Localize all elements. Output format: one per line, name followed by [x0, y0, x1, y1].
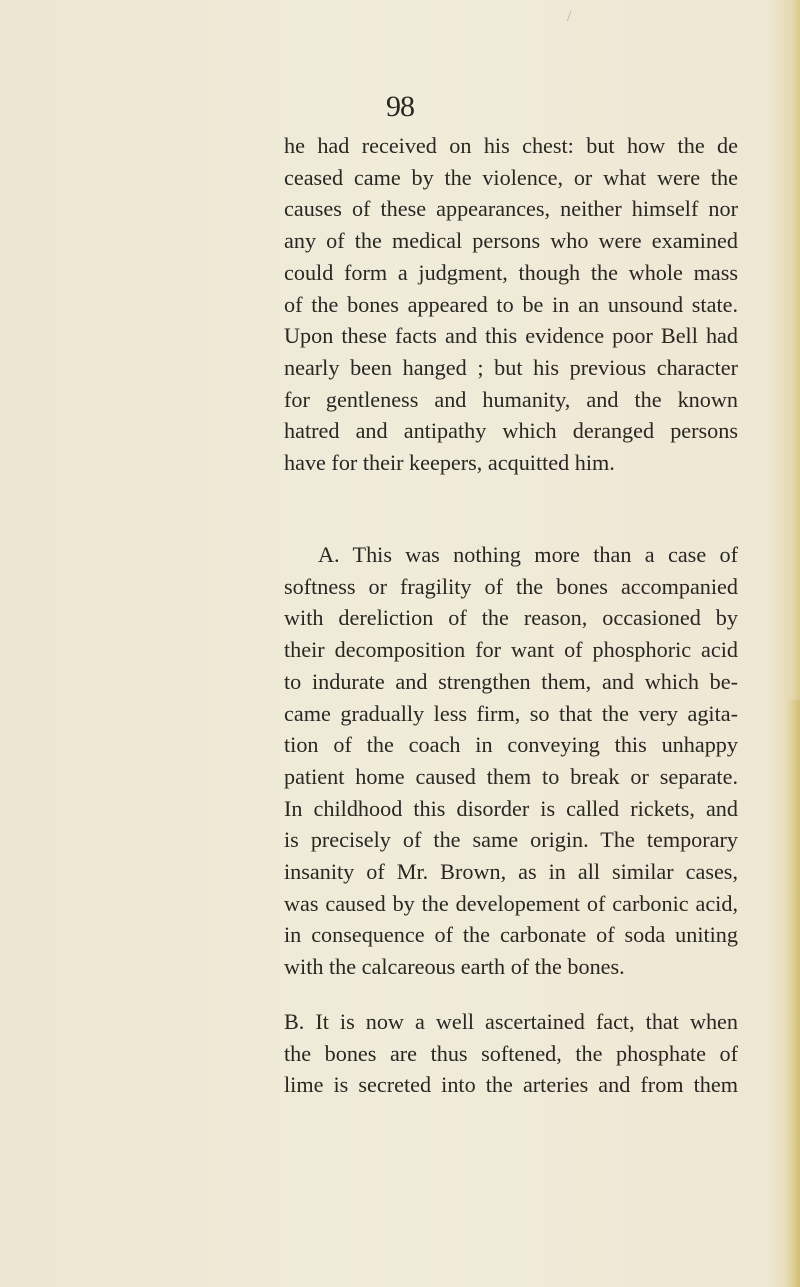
text-line: have for their keepers, acquitted him.: [284, 450, 615, 476]
text-line: to indurate and strengthen them, and which be-: [284, 668, 738, 694]
text-line: B. It is now a well ascertained fact, that when: [284, 1009, 738, 1034]
text-line: could form a judgment, though the whole mass: [284, 259, 738, 285]
text-line: tion of the coach in conveying this unhappy: [284, 732, 738, 758]
paragraph-2: [284, 539, 738, 983]
text-line: softness or fragility of the bones accompanied: [284, 573, 738, 599]
text-line: causes of these appearances, neither himself nor: [284, 196, 738, 222]
text-line: any of the medical persons who were examined: [284, 228, 738, 254]
text-line: hatred and antipathy which deranged persons: [284, 418, 738, 444]
text-line: Upon these facts and this evidence poor Bell had: [284, 323, 738, 349]
text-line: came gradually less firm, so that the very agita-: [284, 700, 738, 726]
text-line: is precisely of the same origin. The temporary: [284, 827, 738, 853]
text-line: of the bones appeared to be in an unsound state.: [284, 291, 738, 317]
text-line: with dereliction of the reason, occasioned by: [284, 605, 738, 631]
text-line: ceased came by the violence, or what were the: [284, 164, 738, 190]
text-line: was caused by the developement of carbonic acid,: [284, 890, 738, 916]
text-line: lime is secreted into the arteries and from them: [284, 1072, 738, 1098]
text-line: he had received on his chest: but how the de: [284, 133, 738, 158]
ink-speck: /: [567, 8, 572, 25]
text-line: A. This was nothing more than a case of: [318, 542, 738, 567]
text-line: their decomposition for want of phosphoric acid: [284, 637, 738, 663]
text-line: the bones are thus softened, the phosphate of: [284, 1040, 738, 1066]
page-number: 98: [386, 90, 414, 123]
text-line: in consequence of the carbonate of soda uniting: [284, 922, 738, 948]
text-line: for gentleness and humanity, and the known: [284, 386, 738, 412]
text-line: nearly been hanged ; but his previous character: [284, 354, 738, 380]
paragraph-3: [284, 1006, 738, 1101]
page-edge-stain: [786, 700, 800, 1287]
text-line: insanity of Mr. Brown, as in all similar cases,: [284, 859, 738, 885]
paragraph-1: [284, 130, 738, 479]
text-line: patient home caused them to break or separate.: [284, 763, 738, 789]
text-line: with the calcareous earth of the bones.: [284, 954, 625, 980]
text-line: In childhood this disorder is called rickets, and: [284, 795, 738, 821]
